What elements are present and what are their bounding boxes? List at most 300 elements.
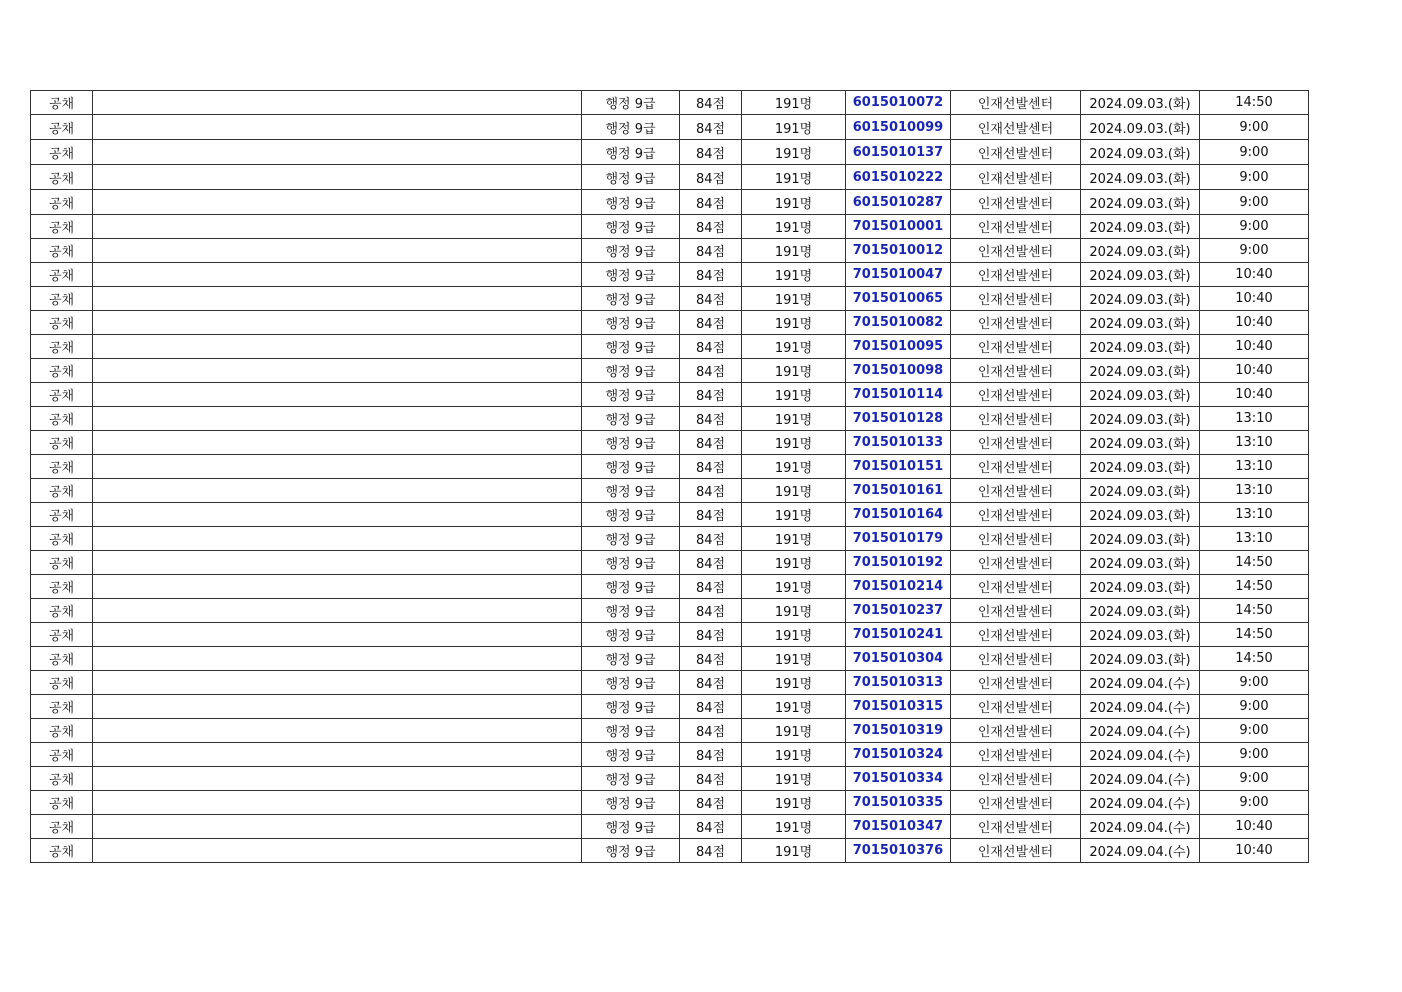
type-cell: 공채 (31, 263, 93, 287)
date-cell: 2024.09.04.(수) (1081, 671, 1200, 695)
grade-cell: 행정 9급 (582, 359, 680, 383)
type-cell: 공채 (31, 743, 93, 767)
date-cell: 2024.09.03.(화) (1081, 311, 1200, 335)
center-cell: 인재선발센터 (951, 623, 1081, 647)
center-cell: 인재선발센터 (951, 431, 1081, 455)
grade-cell: 행정 9급 (582, 455, 680, 479)
applicant-number: 7015010161 (846, 479, 951, 503)
time-cell: 14:50 (1200, 623, 1309, 647)
center-cell: 인재선발센터 (951, 91, 1081, 115)
grade-cell: 행정 9급 (582, 695, 680, 719)
blank-cell (93, 165, 582, 190)
blank-cell (93, 839, 582, 863)
date-cell: 2024.09.03.(화) (1081, 407, 1200, 431)
date-cell: 2024.09.03.(화) (1081, 359, 1200, 383)
date-cell: 2024.09.03.(화) (1081, 431, 1200, 455)
type-cell: 공채 (31, 791, 93, 815)
score-cell: 84점 (680, 791, 742, 815)
table-row (31, 527, 1309, 551)
grade-cell: 행정 9급 (582, 431, 680, 455)
center-cell: 인재선발센터 (951, 551, 1081, 575)
blank-cell (93, 431, 582, 455)
applicant-number: 7015010095 (846, 335, 951, 359)
time-cell: 9:00 (1200, 791, 1309, 815)
score-cell: 84점 (680, 695, 742, 719)
blank-cell (93, 671, 582, 695)
score-cell: 84점 (680, 719, 742, 743)
date-cell: 2024.09.03.(화) (1081, 647, 1200, 671)
table-row (31, 263, 1309, 287)
date-cell: 2024.09.03.(화) (1081, 287, 1200, 311)
count-cell: 191명 (742, 239, 846, 263)
applicant-number: 7015010319 (846, 719, 951, 743)
count-cell: 191명 (742, 431, 846, 455)
blank-cell (93, 239, 582, 263)
score-cell: 84점 (680, 165, 742, 190)
table-row (31, 623, 1309, 647)
applicant-number: 7015010192 (846, 551, 951, 575)
type-cell: 공채 (31, 647, 93, 671)
date-cell: 2024.09.03.(화) (1081, 239, 1200, 263)
type-cell: 공채 (31, 503, 93, 527)
type-cell: 공채 (31, 455, 93, 479)
blank-cell (93, 695, 582, 719)
count-cell: 191명 (742, 719, 846, 743)
center-cell: 인재선발센터 (951, 743, 1081, 767)
count-cell: 191명 (742, 815, 846, 839)
time-cell: 9:00 (1200, 671, 1309, 695)
applicant-number: 7015010012 (846, 239, 951, 263)
center-cell: 인재선발센터 (951, 311, 1081, 335)
count-cell: 191명 (742, 839, 846, 863)
date-cell: 2024.09.03.(화) (1081, 383, 1200, 407)
score-cell: 84점 (680, 671, 742, 695)
time-cell: 9:00 (1200, 190, 1309, 215)
time-cell: 9:00 (1200, 767, 1309, 791)
time-cell: 9:00 (1200, 695, 1309, 719)
time-cell: 10:40 (1200, 383, 1309, 407)
grade-cell: 행정 9급 (582, 647, 680, 671)
center-cell: 인재선발센터 (951, 695, 1081, 719)
blank-cell (93, 91, 582, 115)
applicant-number: 7015010082 (846, 311, 951, 335)
type-cell: 공채 (31, 575, 93, 599)
center-cell: 인재선발센터 (951, 815, 1081, 839)
center-cell: 인재선발센터 (951, 239, 1081, 263)
type-cell: 공채 (31, 695, 93, 719)
score-cell: 84점 (680, 215, 742, 239)
applicant-number: 7015010313 (846, 671, 951, 695)
count-cell: 191명 (742, 503, 846, 527)
grade-cell: 행정 9급 (582, 719, 680, 743)
blank-cell (93, 311, 582, 335)
date-cell: 2024.09.03.(화) (1081, 140, 1200, 165)
center-cell: 인재선발센터 (951, 767, 1081, 791)
count-cell: 191명 (742, 215, 846, 239)
applicant-number: 7015010128 (846, 407, 951, 431)
time-cell: 13:10 (1200, 431, 1309, 455)
time-cell: 14:50 (1200, 647, 1309, 671)
count-cell: 191명 (742, 383, 846, 407)
table-row (31, 359, 1309, 383)
center-cell: 인재선발센터 (951, 479, 1081, 503)
grade-cell: 행정 9급 (582, 115, 680, 140)
date-cell: 2024.09.04.(수) (1081, 719, 1200, 743)
count-cell: 191명 (742, 551, 846, 575)
score-cell: 84점 (680, 479, 742, 503)
count-cell: 191명 (742, 455, 846, 479)
score-cell: 84점 (680, 623, 742, 647)
grade-cell: 행정 9급 (582, 91, 680, 115)
count-cell: 191명 (742, 190, 846, 215)
date-cell: 2024.09.03.(화) (1081, 335, 1200, 359)
blank-cell (93, 407, 582, 431)
blank-cell (93, 479, 582, 503)
center-cell: 인재선발센터 (951, 839, 1081, 863)
blank-cell (93, 190, 582, 215)
count-cell: 191명 (742, 91, 846, 115)
grade-cell: 행정 9급 (582, 815, 680, 839)
table-row (31, 743, 1309, 767)
blank-cell (93, 743, 582, 767)
score-cell: 84점 (680, 115, 742, 140)
time-cell: 10:40 (1200, 815, 1309, 839)
time-cell: 13:10 (1200, 503, 1309, 527)
time-cell: 13:10 (1200, 479, 1309, 503)
table-row (31, 815, 1309, 839)
type-cell: 공채 (31, 551, 93, 575)
date-cell: 2024.09.03.(화) (1081, 479, 1200, 503)
type-cell: 공채 (31, 815, 93, 839)
center-cell: 인재선발센터 (951, 359, 1081, 383)
center-cell: 인재선발센터 (951, 407, 1081, 431)
table-row (31, 431, 1309, 455)
blank-cell (93, 215, 582, 239)
count-cell: 191명 (742, 115, 846, 140)
applicant-number: 7015010047 (846, 263, 951, 287)
time-cell: 14:50 (1200, 575, 1309, 599)
count-cell: 191명 (742, 767, 846, 791)
center-cell: 인재선발센터 (951, 647, 1081, 671)
grade-cell: 행정 9급 (582, 839, 680, 863)
type-cell: 공채 (31, 623, 93, 647)
count-cell: 191명 (742, 335, 846, 359)
applicant-number: 7015010151 (846, 455, 951, 479)
grade-cell: 행정 9급 (582, 743, 680, 767)
score-cell: 84점 (680, 311, 742, 335)
applicant-number: 7015010133 (846, 431, 951, 455)
blank-cell (93, 599, 582, 623)
grade-cell: 행정 9급 (582, 165, 680, 190)
center-cell: 인재선발센터 (951, 671, 1081, 695)
time-cell: 9:00 (1200, 215, 1309, 239)
score-cell: 84점 (680, 140, 742, 165)
type-cell: 공채 (31, 335, 93, 359)
date-cell: 2024.09.03.(화) (1081, 599, 1200, 623)
score-cell: 84점 (680, 407, 742, 431)
blank-cell (93, 263, 582, 287)
score-cell: 84점 (680, 431, 742, 455)
score-cell: 84점 (680, 503, 742, 527)
table-row (31, 311, 1309, 335)
table-row (31, 115, 1309, 140)
time-cell: 10:40 (1200, 359, 1309, 383)
applicant-number: 7015010179 (846, 527, 951, 551)
table-row (31, 190, 1309, 215)
center-cell: 인재선발센터 (951, 263, 1081, 287)
score-cell: 84점 (680, 815, 742, 839)
type-cell: 공채 (31, 671, 93, 695)
type-cell: 공채 (31, 215, 93, 239)
grade-cell: 행정 9급 (582, 767, 680, 791)
table-row (31, 479, 1309, 503)
applicant-number: 7015010214 (846, 575, 951, 599)
applicant-number: 6015010222 (846, 165, 951, 190)
grade-cell: 행정 9급 (582, 599, 680, 623)
table-row (31, 575, 1309, 599)
blank-cell (93, 551, 582, 575)
count-cell: 191명 (742, 479, 846, 503)
score-cell: 84점 (680, 359, 742, 383)
date-cell: 2024.09.04.(수) (1081, 791, 1200, 815)
type-cell: 공채 (31, 407, 93, 431)
type-cell: 공채 (31, 311, 93, 335)
score-cell: 84점 (680, 455, 742, 479)
applicant-number: 7015010001 (846, 215, 951, 239)
type-cell: 공채 (31, 431, 93, 455)
score-cell: 84점 (680, 383, 742, 407)
date-cell: 2024.09.04.(수) (1081, 815, 1200, 839)
table-row (31, 91, 1309, 115)
count-cell: 191명 (742, 165, 846, 190)
table-row (31, 671, 1309, 695)
grade-cell: 행정 9급 (582, 140, 680, 165)
grade-cell: 행정 9급 (582, 287, 680, 311)
grade-cell: 행정 9급 (582, 383, 680, 407)
blank-cell (93, 455, 582, 479)
table-body (31, 91, 1309, 863)
table-row (31, 503, 1309, 527)
applicant-number: 7015010237 (846, 599, 951, 623)
score-cell: 84점 (680, 263, 742, 287)
type-cell: 공채 (31, 383, 93, 407)
applicant-number: 6015010137 (846, 140, 951, 165)
time-cell: 10:40 (1200, 287, 1309, 311)
blank-cell (93, 140, 582, 165)
applicant-number: 7015010114 (846, 383, 951, 407)
grade-cell: 행정 9급 (582, 623, 680, 647)
blank-cell (93, 383, 582, 407)
applicant-number: 6015010287 (846, 190, 951, 215)
center-cell: 인재선발센터 (951, 215, 1081, 239)
center-cell: 인재선발센터 (951, 503, 1081, 527)
score-cell: 84점 (680, 839, 742, 863)
applicant-number: 7015010347 (846, 815, 951, 839)
date-cell: 2024.09.03.(화) (1081, 575, 1200, 599)
applicant-number: 7015010376 (846, 839, 951, 863)
grade-cell: 행정 9급 (582, 263, 680, 287)
score-cell: 84점 (680, 599, 742, 623)
time-cell: 10:40 (1200, 311, 1309, 335)
applicant-number: 6015010099 (846, 115, 951, 140)
count-cell: 191명 (742, 287, 846, 311)
score-cell: 84점 (680, 91, 742, 115)
table-row (31, 647, 1309, 671)
center-cell: 인재선발센터 (951, 140, 1081, 165)
applicant-number: 7015010164 (846, 503, 951, 527)
center-cell: 인재선발센터 (951, 190, 1081, 215)
blank-cell (93, 575, 582, 599)
date-cell: 2024.09.03.(화) (1081, 527, 1200, 551)
count-cell: 191명 (742, 407, 846, 431)
score-cell: 84점 (680, 767, 742, 791)
date-cell: 2024.09.04.(수) (1081, 839, 1200, 863)
results-table (30, 90, 1309, 863)
score-cell: 84점 (680, 527, 742, 551)
center-cell: 인재선발센터 (951, 335, 1081, 359)
count-cell: 191명 (742, 599, 846, 623)
type-cell: 공채 (31, 165, 93, 190)
blank-cell (93, 647, 582, 671)
time-cell: 13:10 (1200, 407, 1309, 431)
count-cell: 191명 (742, 359, 846, 383)
table-row (31, 455, 1309, 479)
time-cell: 13:10 (1200, 455, 1309, 479)
blank-cell (93, 815, 582, 839)
date-cell: 2024.09.03.(화) (1081, 215, 1200, 239)
time-cell: 9:00 (1200, 115, 1309, 140)
center-cell: 인재선발센터 (951, 791, 1081, 815)
blank-cell (93, 527, 582, 551)
type-cell: 공채 (31, 767, 93, 791)
date-cell: 2024.09.03.(화) (1081, 263, 1200, 287)
count-cell: 191명 (742, 311, 846, 335)
blank-cell (93, 623, 582, 647)
type-cell: 공채 (31, 359, 93, 383)
table-row (31, 767, 1309, 791)
time-cell: 9:00 (1200, 743, 1309, 767)
applicant-number: 7015010241 (846, 623, 951, 647)
blank-cell (93, 115, 582, 140)
count-cell: 191명 (742, 575, 846, 599)
time-cell: 14:50 (1200, 551, 1309, 575)
table-row (31, 335, 1309, 359)
score-cell: 84점 (680, 743, 742, 767)
score-cell: 84점 (680, 287, 742, 311)
grade-cell: 행정 9급 (582, 551, 680, 575)
grade-cell: 행정 9급 (582, 407, 680, 431)
table-row (31, 551, 1309, 575)
type-cell: 공채 (31, 527, 93, 551)
type-cell: 공채 (31, 839, 93, 863)
time-cell: 14:50 (1200, 599, 1309, 623)
blank-cell (93, 335, 582, 359)
time-cell: 9:00 (1200, 719, 1309, 743)
date-cell: 2024.09.03.(화) (1081, 190, 1200, 215)
count-cell: 191명 (742, 791, 846, 815)
table-row (31, 839, 1309, 863)
table-row (31, 407, 1309, 431)
applicant-number: 7015010315 (846, 695, 951, 719)
applicant-number: 6015010072 (846, 91, 951, 115)
grade-cell: 행정 9급 (582, 575, 680, 599)
time-cell: 14:50 (1200, 91, 1309, 115)
grade-cell: 행정 9급 (582, 791, 680, 815)
center-cell: 인재선발센터 (951, 287, 1081, 311)
date-cell: 2024.09.03.(화) (1081, 91, 1200, 115)
table-row (31, 215, 1309, 239)
date-cell: 2024.09.03.(화) (1081, 623, 1200, 647)
date-cell: 2024.09.03.(화) (1081, 503, 1200, 527)
time-cell: 9:00 (1200, 140, 1309, 165)
type-cell: 공채 (31, 190, 93, 215)
grade-cell: 행정 9급 (582, 239, 680, 263)
grade-cell: 행정 9급 (582, 215, 680, 239)
count-cell: 191명 (742, 671, 846, 695)
table-row (31, 140, 1309, 165)
date-cell: 2024.09.04.(수) (1081, 743, 1200, 767)
center-cell: 인재선발센터 (951, 383, 1081, 407)
center-cell: 인재선발센터 (951, 455, 1081, 479)
count-cell: 191명 (742, 140, 846, 165)
count-cell: 191명 (742, 527, 846, 551)
applicant-number: 7015010334 (846, 767, 951, 791)
time-cell: 10:40 (1200, 839, 1309, 863)
time-cell: 10:40 (1200, 263, 1309, 287)
score-cell: 84점 (680, 335, 742, 359)
blank-cell (93, 791, 582, 815)
blank-cell (93, 767, 582, 791)
score-cell: 84점 (680, 239, 742, 263)
table-row (31, 239, 1309, 263)
type-cell: 공채 (31, 719, 93, 743)
type-cell: 공채 (31, 91, 93, 115)
count-cell: 191명 (742, 743, 846, 767)
date-cell: 2024.09.03.(화) (1081, 551, 1200, 575)
date-cell: 2024.09.03.(화) (1081, 455, 1200, 479)
blank-cell (93, 359, 582, 383)
center-cell: 인재선발센터 (951, 115, 1081, 140)
time-cell: 9:00 (1200, 165, 1309, 190)
type-cell: 공채 (31, 287, 93, 311)
table-row (31, 599, 1309, 623)
grade-cell: 행정 9급 (582, 527, 680, 551)
date-cell: 2024.09.04.(수) (1081, 695, 1200, 719)
applicant-number: 7015010098 (846, 359, 951, 383)
score-cell: 84점 (680, 190, 742, 215)
table-row (31, 695, 1309, 719)
type-cell: 공채 (31, 115, 93, 140)
grade-cell: 행정 9급 (582, 311, 680, 335)
score-cell: 84점 (680, 575, 742, 599)
time-cell: 10:40 (1200, 335, 1309, 359)
grade-cell: 행정 9급 (582, 671, 680, 695)
center-cell: 인재선발센터 (951, 165, 1081, 190)
center-cell: 인재선발센터 (951, 719, 1081, 743)
type-cell: 공채 (31, 239, 93, 263)
blank-cell (93, 287, 582, 311)
applicant-number: 7015010304 (846, 647, 951, 671)
type-cell: 공채 (31, 599, 93, 623)
center-cell: 인재선발센터 (951, 599, 1081, 623)
applicant-number: 7015010324 (846, 743, 951, 767)
score-cell: 84점 (680, 647, 742, 671)
blank-cell (93, 503, 582, 527)
center-cell: 인재선발센터 (951, 527, 1081, 551)
grade-cell: 행정 9급 (582, 503, 680, 527)
table-row (31, 165, 1309, 190)
date-cell: 2024.09.03.(화) (1081, 115, 1200, 140)
